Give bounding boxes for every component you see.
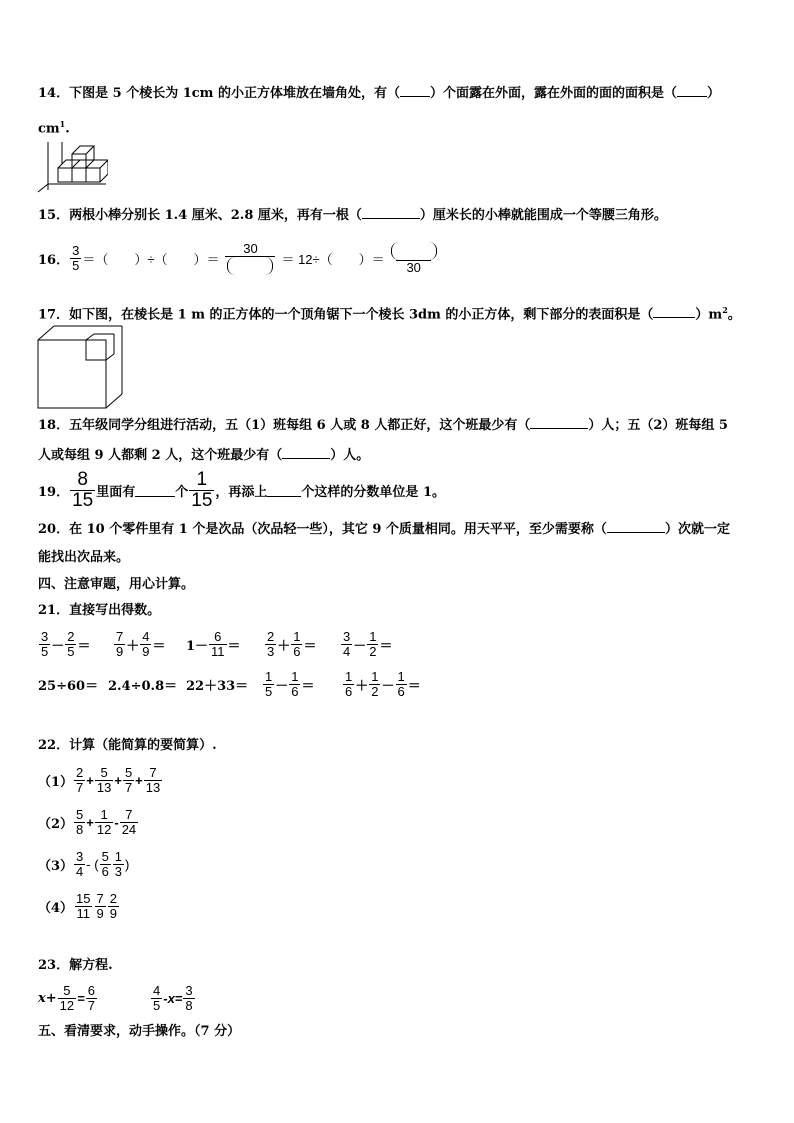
- calc-item: $\frac{3}{4}$ － $\frac{1}{2}$ ＝: [343, 629, 393, 659]
- q23-equations: [38, 984, 196, 1013]
- answer-blank[interactable]: [530, 416, 588, 429]
- cube-corner-figure: [36, 140, 108, 194]
- q20-line2: 能找出次品来。: [38, 550, 130, 565]
- q22-part4: （4） $\frac{15}{11}$ $\frac{7}{9}$ $\frac{2}{9}$: [38, 891, 117, 921]
- q20-line1: 20．在 10 个零件里有 1 个是次品（次品轻一些），其它 9 个质量相同。用天平平，至少需要称（ ）次就一定: [38, 522, 730, 537]
- calc-item: $\frac{7}{9}$ ＋ $\frac{4}{9}$ ＝: [116, 629, 166, 659]
- calc-item: 25÷60＝: [38, 679, 99, 694]
- q22-part1: （1） $\frac{2}{7}$ + $\frac{5}{13}$ + $\frac{5}{7}$ + $\frac{7}{13}$: [38, 765, 161, 795]
- answer-blank[interactable]: [653, 305, 695, 318]
- answer-blank[interactable]: [282, 446, 330, 459]
- fraction: $\frac{3}{5}$: [72, 243, 80, 273]
- q14-line1: 14．下图是 5 个棱长为 1cm 的小正方体堆放在墙角处，有（ ）个面露在外面，露在外面的面的面积是（ ）: [38, 86, 720, 101]
- q22-part3: （3） $\frac{3}{4}$ - ( $\frac{5}{6}$ $\frac{1}{3}$ ): [38, 849, 130, 879]
- q14-unit: $cm^1$.: [38, 119, 70, 137]
- fraction: $\frac{8}{15}$: [72, 469, 94, 511]
- q21-row1: [38, 630, 393, 659]
- calc-item: 22＋33＝: [186, 679, 249, 694]
- answer-blank[interactable]: [677, 84, 707, 97]
- answer-blank[interactable]: [362, 206, 420, 219]
- answer-blank[interactable]: [267, 484, 301, 497]
- q23-title: 23．解方程.: [38, 958, 113, 973]
- q15: 15．两根小棒分别长 1.4 厘米、2.8 厘米，再有一根（ ）厘米长的小棒就能围成一个等腰三角形。: [38, 208, 667, 223]
- fraction: $\frac{1}{15}$: [191, 469, 213, 511]
- q16: 16． $\frac{3}{5}$ ＝（ ）÷（ ）＝ 30 ＝ 12÷（ ）＝ 30: [38, 242, 440, 275]
- answer-blank[interactable]: [135, 484, 175, 497]
- q22-title: 22．计算（能简算的要简算）.: [38, 738, 217, 753]
- equation-1: x+ $\frac{5}{12}$ = $\frac{6}{7}$: [38, 983, 95, 1013]
- calc-item: 2.4÷0.8＝: [108, 679, 178, 694]
- cut-cube-figure: [36, 324, 126, 410]
- answer-blank[interactable]: [400, 84, 430, 97]
- equation-2: $\frac{4}{5}$ -x= $\frac{3}{8}$: [153, 983, 193, 1013]
- answer-blank[interactable]: [391, 242, 437, 260]
- q21-row2: [38, 670, 421, 699]
- calc-item: 1－ $\frac{6}{11}$ ＝: [186, 629, 241, 659]
- q19: 19． $\frac{8}{15}$ 里面有 个 $\frac{1}{15}$ ，再添上 个这样的分数单位是 1。: [38, 469, 445, 511]
- fraction-blank-over-30: 30: [389, 242, 439, 275]
- calc-item: $\frac{3}{5}$ － $\frac{2}{5}$ ＝: [41, 629, 91, 659]
- calc-item: $\frac{2}{3}$ ＋ $\frac{1}{6}$ ＝: [267, 629, 317, 659]
- fraction-30-over-blank: 30: [225, 242, 275, 275]
- answer-blank[interactable]: [227, 257, 273, 275]
- q17: 17．如下图，在棱长是 1 m 的正方体的一个顶角锯下一个棱长 3dm 的小正方体，剩下部分的表面积是（ ）$m^2$。: [38, 305, 741, 323]
- q21-title: 21．直接写出得数。: [38, 603, 161, 618]
- section-4-title: 四、注意审题，用心计算。: [38, 577, 195, 592]
- calc-item: $\frac{1}{6}$ ＋ $\frac{1}{2}$ － $\frac{1}{6}$ ＝: [345, 669, 421, 699]
- q22-part2: （2） $\frac{5}{8}$ + $\frac{1}{12}$ - $\frac{7}{24}$: [38, 807, 137, 837]
- q18-line2: 人或每组 9 人都剩 2 人，这个班最少有（ ）人。: [38, 448, 370, 463]
- answer-blank[interactable]: [607, 520, 665, 533]
- section-5-title: 五、看清要求，动手操作。（7 分）: [38, 1024, 241, 1039]
- calc-item: $\frac{1}{5}$ － $\frac{1}{6}$ ＝: [265, 669, 315, 699]
- q18-line1: 18．五年级同学分组进行活动，五（1）班每组 6 人或 8 人都正好，这个班最少有（ ）人；五（2）班每组 5: [38, 418, 728, 433]
